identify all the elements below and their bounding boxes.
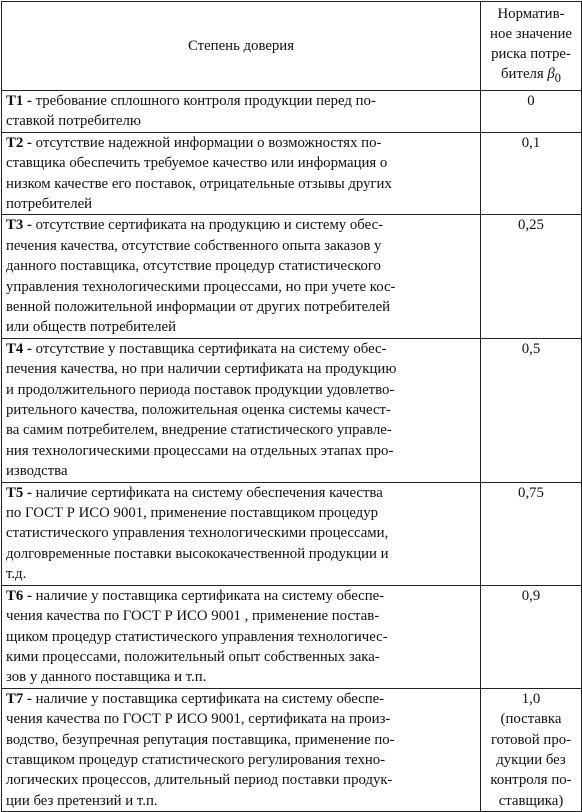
trust-degree-code: Т1 - [6, 92, 32, 109]
description-line: наличие сертификата на систему обеспечения качества [35, 484, 383, 501]
description-line: ставщика обеспечить требуемое качество или информация о [6, 155, 388, 172]
normative-risk-value [481, 338, 582, 482]
description-line: или обществ потребителей [6, 319, 176, 336]
table-row [2, 215, 582, 338]
description-line: потребителей [6, 195, 93, 212]
normative-risk-value [481, 132, 582, 215]
description-line: наличие у поставщика сертификата на систему обеспе- [35, 690, 385, 707]
description-line: чения качества по ГОСТ Р ИСО 9001, сертификата на произ- [6, 711, 391, 728]
description-line: щиком процедур статистического управления технологичес- [6, 628, 388, 645]
trust-degree-code: Т6 - [6, 587, 32, 604]
description-line: отсутствие у поставщика сертификата на систему обес- [35, 340, 387, 357]
trust-degree-code: Т5 - [6, 484, 32, 501]
trust-degree-code: Т3 - [6, 217, 32, 234]
risk-value-line: ставщика) [498, 792, 564, 809]
trust-degree-code: Т2 - [6, 134, 32, 151]
risk-value-line: 0,25 [518, 217, 544, 234]
risk-value-line: 0,5 [521, 340, 541, 357]
description-line: изводства [6, 463, 68, 480]
header-normative-risk-value [481, 2, 582, 91]
description-line: чения качества по ГОСТ Р ИСО 9001 , применение постав- [6, 608, 380, 625]
description-line: статистического управления технологическими процессами, [6, 525, 389, 542]
description-line: ва самим потребителем, внедрение статистического управле- [6, 422, 392, 439]
trust-degree-description [2, 338, 481, 482]
description-line: управления технологическими процессами, но при учете кос- [6, 278, 396, 295]
risk-value-line: готовой про- [490, 731, 572, 748]
normative-risk-value [481, 585, 582, 688]
description-line: печения качества, отсутствие собственного опыта заказов у [6, 237, 382, 254]
header-value-line: Норматив- [497, 6, 565, 22]
normative-risk-value [481, 90, 582, 132]
description-line: ставкой потребителю [6, 113, 141, 130]
description-line: ставщиком процедур статистического регулирования техно- [6, 751, 386, 768]
normative-risk-value [481, 688, 582, 811]
table-row [2, 132, 582, 215]
risk-value-line: 0,1 [521, 134, 541, 151]
header-degree: Степень доверия [2, 2, 481, 91]
risk-value-line: 0,9 [521, 587, 541, 604]
description-line: и продолжительного периода поставок продукции удовлетво- [6, 381, 395, 398]
trust-degree-description [2, 132, 481, 215]
normative-risk-value [481, 482, 582, 585]
table-row [2, 482, 582, 585]
risk-value-line: дукции без [496, 751, 566, 768]
risk-value-line: (поставка [500, 711, 562, 728]
trust-degree-table [1, 1, 582, 812]
description-line: низком качестве его поставок, отрицательные отзывы других [6, 175, 392, 192]
normative-risk-value [481, 215, 582, 338]
description-line: т.д. [6, 566, 27, 583]
beta-symbol: β [547, 66, 555, 82]
header-value-line: бителя [501, 66, 544, 82]
description-line: данного поставщика, отсутствие процедур статистического [6, 258, 381, 275]
description-line: водство, безупречная репутация поставщика, применение по- [6, 731, 395, 748]
table-row [2, 90, 582, 132]
header-value-line: ное значение [490, 26, 572, 42]
description-line: наличие у поставщика сертификата на систему обеспе- [35, 587, 385, 604]
trust-degree-code: Т4 - [6, 340, 32, 357]
trust-degree-description [2, 585, 481, 688]
description-line: логических процессов, длительный период поставки продук- [6, 772, 393, 789]
description-line: долговременные поставки высококачественной продукции и [6, 545, 389, 562]
description-line: ции без претензий и т.п. [6, 792, 158, 809]
table-row [2, 585, 582, 688]
description-line: отсутствие надежной информации о возможностях по- [35, 134, 382, 151]
table-body [2, 90, 582, 811]
description-line: кими процессами, положительный опыт собственных зака- [6, 648, 380, 665]
risk-value-line: 0,75 [518, 484, 544, 501]
table-row [2, 688, 582, 811]
description-line: печения качества, но при наличии сертификата на продукцию [6, 361, 397, 378]
trust-degree-description [2, 215, 481, 338]
table-row [2, 338, 582, 482]
description-line: по ГОСТ Р ИСО 9001, применение поставщиком процедур [6, 505, 379, 522]
header-value-line: риска потре- [491, 46, 571, 62]
risk-value-line: 1,0 [521, 690, 541, 707]
trust-degree-description [2, 688, 481, 811]
trust-degree-code: Т7 - [6, 690, 32, 707]
description-line: требование сплошного контроля продукции перед по- [35, 92, 376, 109]
description-line: ния технологическими процессами на отдельных этапах про- [6, 442, 394, 459]
trust-degree-description [2, 482, 481, 585]
risk-value-line: контроля по- [490, 772, 572, 789]
table-header-row [2, 2, 582, 91]
description-line: рительного качества, положительная оценка системы качест- [6, 402, 391, 419]
description-line: зов у данного поставщика и т.п. [6, 669, 207, 686]
beta-subscript: 0 [554, 70, 561, 85]
description-line: отсутствие сертификата на продукцию и систему обес- [35, 217, 384, 234]
description-line: венной положительной информации от других потребителей [6, 299, 391, 316]
risk-value-line: 0 [527, 92, 535, 109]
trust-degree-description [2, 90, 481, 132]
